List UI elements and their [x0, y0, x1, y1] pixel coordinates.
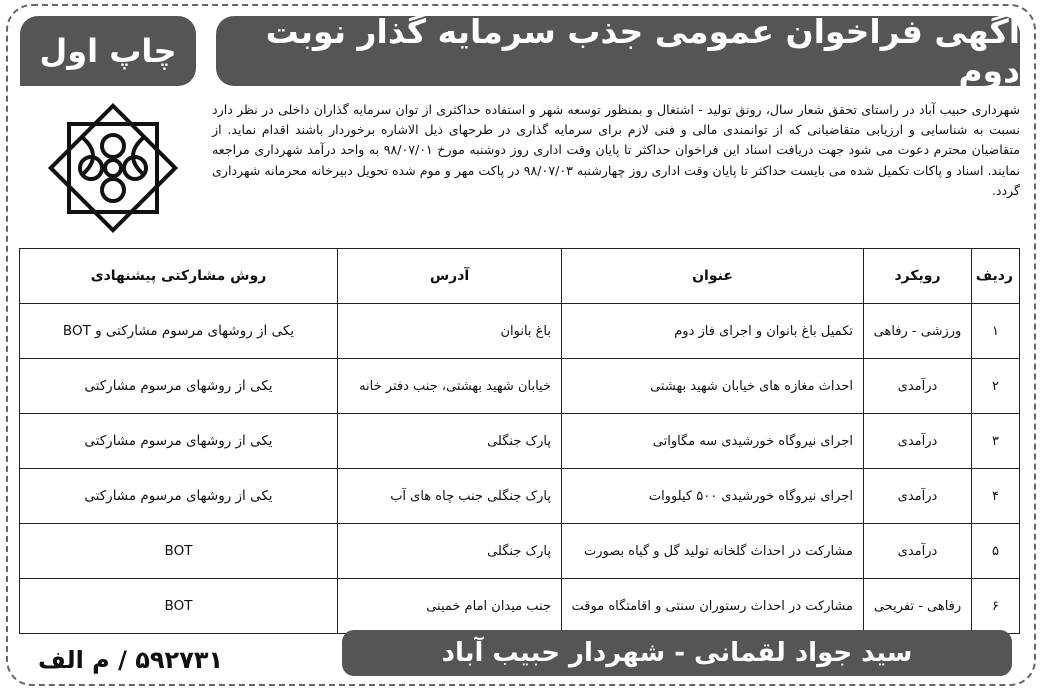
cell-title: مشارکت در احداث گلخانه تولید گل و گیاه بصورت — [562, 524, 864, 579]
cell-method: BOT — [20, 579, 338, 634]
header-address: آدرس — [338, 249, 562, 304]
intro-paragraph: شهرداری حبیب آباد در راستای تحقق شعار سال، رونق تولید - اشتغال و بمنظور توسعه شهر و استفاده حداکثری از توان سرمایه گذاران داخلی در نظر دارد نسبت به شناسایی و ارزیابی متقاضیانی که از توانمندی مالی و فنی لازم برای سرمایه گذاری در طرحهای ذیل الاشاره برخوردار باشند اقدام نماید. از متقاضیان محترم دعوت می شود جهت دریافت اسناد این فراخوان حداکثر تا پایان وقت اداری روز دوشنبه مورخ ۹۸/۰۷/۰۱ به واحد درآمد شهرداری مراجعه نمایند. اسناد و پاکات تکمیل شده می بایست حداکثر تا پایان وقت اداری روز چهارشنبه ۹۸/۰۷/۰۳ در پاکت مهر و موم شده تحویل دبیرخانه محرمانه شهرداری گردد. — [212, 102, 1020, 198]
cell-approach: درآمدی — [864, 414, 972, 469]
header-row-number: ردیف — [972, 249, 1020, 304]
cell-address: پارک جنگلی جنب چاه های آب — [338, 469, 562, 524]
cell-address: جنب میدان امام خمینی — [338, 579, 562, 634]
cell-address: پارک جنگلی — [338, 524, 562, 579]
cell-row-number: ۳ — [972, 414, 1020, 469]
announcement-page — [6, 4, 1036, 686]
cell-method: BOT — [20, 524, 338, 579]
cell-title: احداث مغازه های خیابان شهید بهشتی — [562, 359, 864, 414]
table-row — [20, 359, 1020, 414]
cell-row-number: ۴ — [972, 469, 1020, 524]
mayor-signature: سید جواد لقمانی - شهردار حبیب آباد — [342, 630, 1012, 676]
cell-address: پارک جنگلی — [338, 414, 562, 469]
cell-title: تکمیل باغ بانوان و اجرای فاز دوم — [562, 304, 864, 359]
municipality-logo-icon — [26, 99, 200, 237]
cell-method: یکی از روشهای مرسوم مشارکتی و BOT — [20, 304, 338, 359]
cell-approach: ورزشی - رفاهی — [864, 304, 972, 359]
reference-number: ۵۹۲۷۳۱ / م الف — [38, 646, 224, 674]
header-title: عنوان — [562, 249, 864, 304]
cell-row-number: ۲ — [972, 359, 1020, 414]
cell-title: اجرای نیروگاه خورشیدی ۵۰۰ کیلووات — [562, 469, 864, 524]
cell-approach: رفاهی - تفریحی — [864, 579, 972, 634]
cell-approach: درآمدی — [864, 469, 972, 524]
table-row — [20, 469, 1020, 524]
table-row — [20, 414, 1020, 469]
cell-method: یکی از روشهای مرسوم مشارکتی — [20, 414, 338, 469]
cell-title: مشارکت در احداث رستوران سنتی و اقامتگاه موقت — [562, 579, 864, 634]
cell-row-number: ۶ — [972, 579, 1020, 634]
header-approach: رویکرد — [864, 249, 972, 304]
cell-title: اجرای نیروگاه خورشیدی سه مگاواتی — [562, 414, 864, 469]
cell-row-number: ۵ — [972, 524, 1020, 579]
print-edition-badge: چاپ اول — [20, 16, 196, 86]
cell-method: یکی از روشهای مرسوم مشارکتی — [20, 359, 338, 414]
table-row — [20, 524, 1020, 579]
announcement-title: آگهی فراخوان عمومی جذب سرمایه گذار نوبت دوم — [216, 16, 1020, 86]
table-row — [20, 304, 1020, 359]
projects-table — [19, 248, 1020, 634]
cell-method: یکی از روشهای مرسوم مشارکتی — [20, 469, 338, 524]
cell-approach: درآمدی — [864, 524, 972, 579]
header-method: روش مشارکتی پیشنهادی — [20, 249, 338, 304]
table-row — [20, 579, 1020, 634]
cell-row-number: ۱ — [972, 304, 1020, 359]
cell-approach: درآمدی — [864, 359, 972, 414]
cell-address: خیابان شهید بهشتی، جنب دفتر خانه — [338, 359, 562, 414]
table-header-row — [20, 249, 1020, 304]
projects-table-container — [22, 248, 1020, 634]
cell-address: باغ بانوان — [338, 304, 562, 359]
